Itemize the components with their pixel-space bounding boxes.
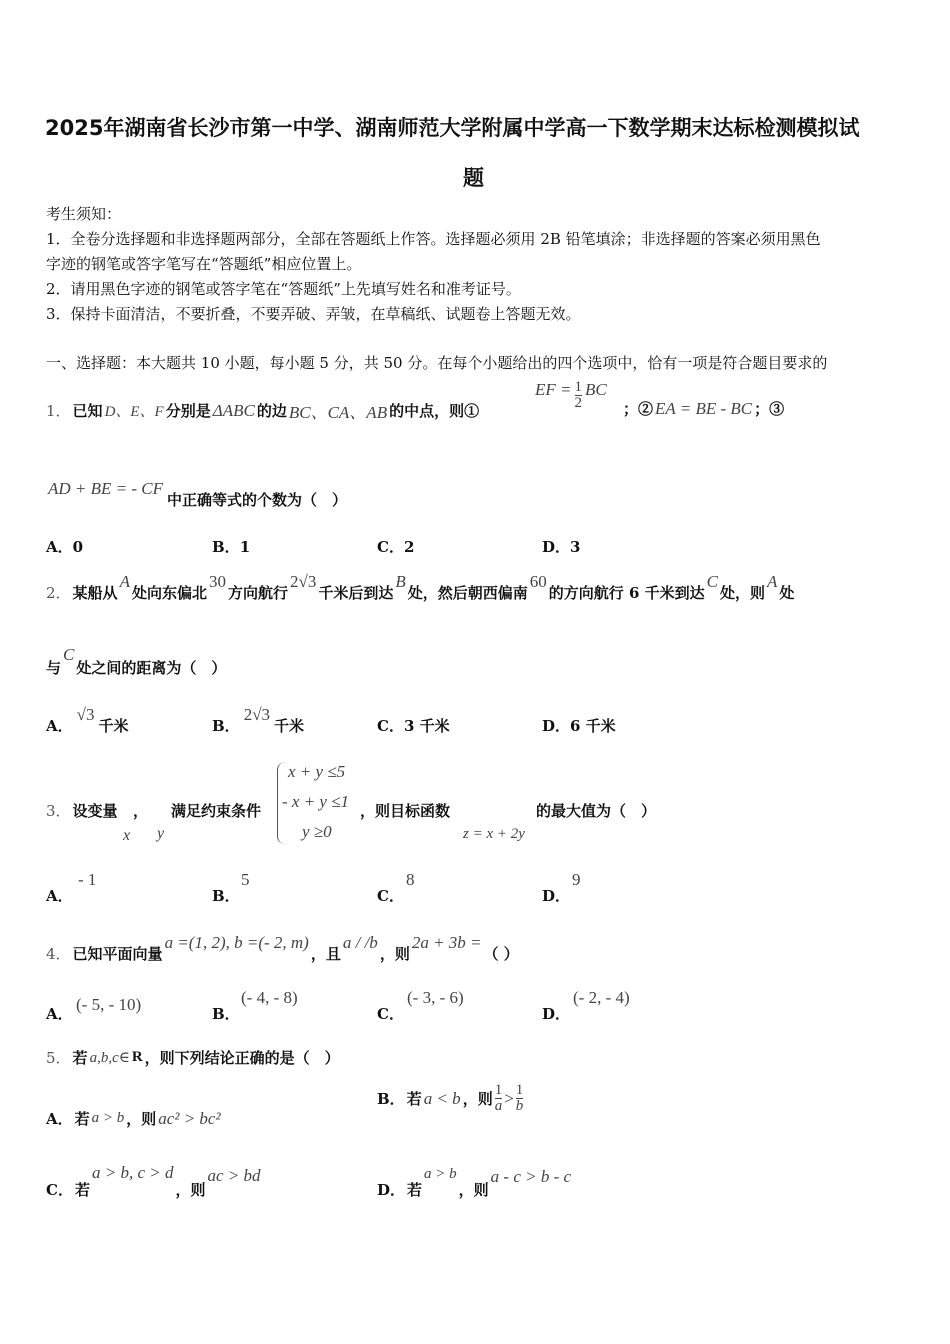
fraction bbox=[495, 1083, 503, 1114]
q5-option-d[interactable] bbox=[377, 1166, 571, 1200]
math: a,b,c∈ bbox=[89, 1050, 130, 1066]
q1-option-d[interactable] bbox=[542, 536, 580, 557]
q4-option-a-label[interactable]: A． bbox=[46, 1005, 73, 1023]
title-line-2: 题 bbox=[463, 166, 484, 190]
text: 满足约束条件 bbox=[171, 802, 262, 820]
option-value: 0 bbox=[72, 538, 84, 556]
denominator: 2 bbox=[574, 395, 582, 411]
option-value: 3 bbox=[570, 538, 581, 556]
option-value: 2√3 bbox=[243, 705, 271, 724]
notice-item-2: 2．请用黑色字迹的钢笔或答字笔在“答题纸”上先填写姓名和准考证号。 bbox=[46, 280, 521, 298]
text: 与 bbox=[46, 659, 62, 677]
text: 处，则 bbox=[719, 584, 765, 602]
q1-option-b[interactable] bbox=[212, 536, 250, 557]
math: a - c > b - c bbox=[490, 1167, 572, 1186]
notice-item-1b: 字迹的钢笔或答字笔写在“答题纸”相应位置上。 bbox=[46, 255, 362, 273]
option-unit: 千米 bbox=[274, 717, 305, 735]
title-line-1: 2025年湖南省长沙市第一中学、湖南师范大学附属中学高一下数学期末达标检测模拟试 bbox=[45, 116, 860, 140]
q4-option-c-value: (- 3, - 6) bbox=[407, 988, 464, 1007]
option-label: D． bbox=[377, 1181, 406, 1199]
question-5-stem bbox=[46, 1047, 340, 1068]
text: ，则 bbox=[462, 1090, 493, 1108]
numerator: 1 bbox=[515, 1082, 524, 1098]
q4-option-a-value: (- 5, - 10) bbox=[76, 995, 142, 1014]
text: ；③ bbox=[754, 400, 785, 418]
math: 2a + 3b = bbox=[411, 933, 482, 952]
fraction bbox=[575, 380, 583, 411]
option-label: A． bbox=[46, 1110, 73, 1128]
question-number: 4． bbox=[46, 945, 71, 963]
math: a / /b bbox=[342, 933, 378, 952]
question-2-stem-2 bbox=[46, 645, 226, 678]
option-unit: 千米 bbox=[98, 717, 129, 735]
math: ac² > bc² bbox=[158, 1108, 221, 1128]
q1-option-c[interactable] bbox=[377, 536, 414, 557]
q2-option-a[interactable] bbox=[46, 705, 129, 736]
q3-option-a-label[interactable]: A． bbox=[46, 887, 73, 905]
q3-option-d-value: 9 bbox=[572, 870, 581, 889]
math: A bbox=[767, 572, 778, 591]
option-label: B． bbox=[212, 538, 240, 556]
text: 处，然后朝西偏南 bbox=[407, 584, 528, 602]
math: x bbox=[123, 827, 131, 844]
q4-option-c-label[interactable]: C． bbox=[377, 1005, 404, 1023]
q4-option-d-value: (- 2, - 4) bbox=[573, 988, 630, 1007]
text: 设变量 bbox=[72, 802, 118, 820]
option-label: C． bbox=[46, 1181, 73, 1199]
q3-option-b-value: 5 bbox=[241, 870, 250, 889]
text: （ ） bbox=[483, 945, 519, 963]
q4-option-d-label[interactable]: D． bbox=[542, 1005, 571, 1023]
math: ac > bd bbox=[207, 1166, 261, 1185]
math: > bbox=[504, 1088, 514, 1108]
math: y bbox=[157, 825, 165, 842]
q2-option-c[interactable] bbox=[377, 715, 450, 736]
fraction bbox=[516, 1083, 524, 1114]
equation-1 bbox=[535, 380, 607, 411]
constraint-1: x + y ≤5 bbox=[288, 762, 346, 781]
text: 分别是 bbox=[165, 402, 211, 420]
option-label: D． bbox=[542, 538, 571, 556]
math: 2√3 bbox=[289, 572, 317, 591]
text: 若 bbox=[74, 1181, 90, 1199]
text: 已知平面向量 bbox=[72, 945, 163, 963]
q5-option-b[interactable] bbox=[377, 1083, 523, 1114]
question-1-stem bbox=[46, 398, 479, 423]
text: ，则 bbox=[379, 945, 410, 963]
q3-option-c-value: 8 bbox=[406, 870, 415, 889]
option-value: 1 bbox=[239, 538, 251, 556]
q3-option-b-label[interactable]: B． bbox=[212, 887, 240, 905]
question-1-stem-3 bbox=[48, 479, 347, 510]
text: ，则 bbox=[126, 1110, 157, 1128]
question-2-stem bbox=[46, 572, 794, 603]
text: 的边 bbox=[256, 402, 287, 420]
math: a > b bbox=[91, 1110, 125, 1126]
option-label: B． bbox=[212, 717, 240, 735]
q5-option-a[interactable] bbox=[46, 1108, 221, 1129]
question-1-stem-2 bbox=[623, 398, 784, 419]
option-value: 3 千米 bbox=[403, 717, 450, 735]
section-heading: 一、选择题：本大题共 10 小题，每小题 5 分，共 50 分。在每个小题给出的四个选项中，恰有一项是符合题目要求的 bbox=[46, 354, 828, 372]
denominator: a bbox=[494, 1098, 503, 1114]
math: a > b, c > d bbox=[91, 1163, 174, 1182]
text: ，则 bbox=[458, 1181, 489, 1199]
notice-item-3: 3．保持卡面清洁，不要折叠，不要弄破、弄皱，在草稿纸、试题卷上答题无效。 bbox=[46, 305, 581, 323]
option-value: 6 千米 bbox=[570, 717, 616, 735]
option-label: C． bbox=[377, 538, 404, 556]
q2-option-b[interactable] bbox=[212, 705, 304, 736]
math: A bbox=[119, 572, 130, 591]
text: 处 bbox=[779, 584, 795, 602]
math: BC bbox=[585, 379, 607, 399]
math: EA = BE - BC bbox=[655, 398, 753, 418]
math: BC、CA、AB bbox=[288, 403, 388, 422]
math: 30 bbox=[208, 572, 226, 591]
text: 千米后到达 bbox=[318, 584, 394, 602]
notice-item-1a: 1．全卷分选择题和非选择题两部分，全部在答题纸上作答。选择题必须用 2B 铅笔填涂；非选择题的答案必须用黑色 bbox=[46, 230, 821, 248]
question-number: 1． bbox=[46, 402, 71, 420]
text: 若 bbox=[407, 1181, 423, 1199]
constraint-3: y ≥0 bbox=[302, 822, 332, 841]
text: 的中点，则① bbox=[389, 402, 480, 420]
q3-option-a-value: - 1 bbox=[78, 870, 97, 889]
notice-heading: 考生须知： bbox=[46, 205, 122, 223]
q2-option-d[interactable] bbox=[542, 715, 616, 736]
text: 某船从 bbox=[72, 584, 118, 602]
text: 中正确等式的个数为（ ） bbox=[167, 491, 348, 509]
math: 60 bbox=[529, 572, 547, 591]
math: a =(1, 2), b =(- 2, m) bbox=[164, 933, 309, 952]
option-label: D． bbox=[542, 717, 571, 735]
math: D、E、F bbox=[104, 404, 164, 420]
text: ， bbox=[133, 802, 149, 820]
q4-option-b-value: (- 4, - 8) bbox=[241, 988, 298, 1007]
q5-option-c[interactable] bbox=[46, 1163, 261, 1200]
denominator: b bbox=[515, 1098, 524, 1114]
text: ，则下列结论正确的是（ ） bbox=[144, 1049, 340, 1067]
text: 处向东偏北 bbox=[131, 584, 207, 602]
option-label: C． bbox=[377, 717, 404, 735]
text: ，则 bbox=[175, 1181, 206, 1199]
text: ，则目标函数 bbox=[360, 802, 451, 820]
math: AD + BE = - CF bbox=[48, 479, 164, 498]
math: a < b bbox=[423, 1088, 461, 1108]
q3-option-c-label[interactable]: C． bbox=[377, 887, 404, 905]
question-number: 5． bbox=[46, 1049, 71, 1067]
math: B bbox=[395, 572, 406, 591]
math: C bbox=[706, 572, 718, 591]
option-value: √3 bbox=[76, 705, 95, 724]
question-3-stem bbox=[46, 800, 118, 821]
text: 若 bbox=[74, 1110, 90, 1128]
text: 方向航行 bbox=[227, 584, 288, 602]
text: 若 bbox=[406, 1090, 422, 1108]
numerator: 1 bbox=[494, 1082, 503, 1098]
text: ，且 bbox=[310, 945, 341, 963]
option-label: B． bbox=[377, 1090, 405, 1108]
text: ；② bbox=[623, 400, 654, 418]
question-number: 2． bbox=[46, 584, 71, 602]
math: z = x + 2y bbox=[463, 826, 525, 842]
q3-option-d-label[interactable]: D． bbox=[542, 887, 571, 905]
math: C bbox=[63, 645, 75, 664]
text: 若 bbox=[72, 1049, 88, 1067]
text: 已知 bbox=[72, 402, 103, 420]
math: R bbox=[131, 1049, 143, 1065]
option-label: A． bbox=[46, 717, 73, 735]
constraint-2: - x + y ≤1 bbox=[282, 792, 350, 811]
text: 的最大值为（ ） bbox=[536, 802, 657, 820]
numerator: 1 bbox=[574, 379, 582, 395]
q4-option-b-label[interactable]: B． bbox=[212, 1005, 240, 1023]
text: 处之间的距离为（ ） bbox=[76, 659, 227, 677]
text: 的方向航行 6 千米到达 bbox=[548, 584, 705, 602]
option-value: 2 bbox=[403, 538, 415, 556]
option-label: A． bbox=[46, 538, 73, 556]
question-4-stem bbox=[46, 933, 519, 964]
math: a > b bbox=[424, 1166, 457, 1182]
math: ΔABC bbox=[212, 400, 255, 420]
q1-option-a[interactable] bbox=[46, 536, 83, 557]
math: EF = bbox=[535, 379, 572, 399]
question-number: 3． bbox=[46, 802, 71, 820]
